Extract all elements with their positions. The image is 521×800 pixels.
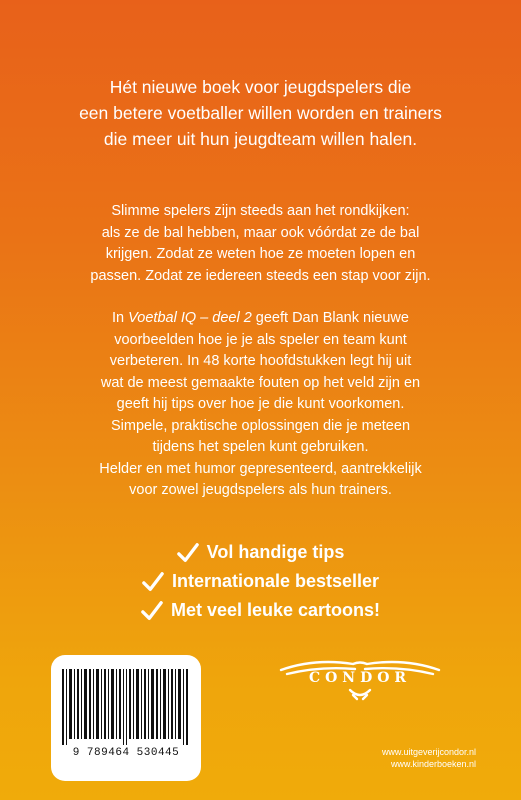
paragraph-line: geeft hij tips over hoe je die kunt voorkomen.	[116, 396, 405, 412]
paragraph-line: Slimme spelers zijn steeds aan het rondkijken:	[111, 203, 410, 219]
checklist-label: Internationale bestseller	[171, 571, 380, 591]
paragraph-line: Helder en met humor gepresenteerd, aantrekkelijk	[99, 460, 422, 477]
checklist-item	[0, 596, 521, 625]
paragraph-lookaround	[30, 201, 491, 287]
checklist-item	[0, 567, 521, 596]
paragraph-line: voorbeelden hoe je je als speler en team kunt	[114, 331, 407, 348]
paragraph-line: verbeteren. In 48 korte hoofdstukken legt hij uit	[109, 353, 412, 369]
publisher-name: CONDOR	[308, 670, 412, 686]
paragraph-line: passen. Zodat ze iedereen steeds een stap voor zijn.	[90, 267, 431, 284]
paragraph-line: als ze de bal hebben, maar ook vóórdat ze de bal	[101, 224, 420, 241]
paragraph-line: tijdens het spelen kunt gebruiken.	[152, 439, 369, 455]
barcode	[51, 655, 201, 781]
website-url[interactable]: www.kinderboeken.nl	[390, 759, 476, 769]
book-title: Voetbal IQ – deel 2	[128, 310, 252, 326]
feature-checklist	[0, 538, 521, 625]
paragraph-line: voor zowel jeugdspelers als hun trainers.	[129, 482, 392, 498]
barcode-number: 9 789464 530445	[72, 747, 180, 759]
paragraph-line: wat de meest gemaakte fouten op het veld zijn en	[100, 374, 421, 391]
intro-line: een betere voetballer willen worden en trainers	[79, 103, 442, 123]
checklist-label: Met veel leuke cartoons!	[170, 600, 381, 620]
checklist-item	[0, 538, 521, 567]
checkmark-icon	[141, 600, 163, 622]
intro-text	[20, 74, 501, 152]
paragraph-line: Simpele, praktische oplossingen die je meteen	[110, 417, 411, 434]
checkmark-icon	[177, 542, 199, 564]
publisher-logo	[275, 652, 445, 702]
intro-line: die meer uit hun jeugdteam willen halen.	[103, 129, 418, 149]
publisher-urls	[382, 746, 476, 770]
checklist-label: Vol handige tips	[206, 542, 345, 562]
paragraph-line-suffix: geeft Dan Blank nieuwe	[251, 310, 409, 326]
website-url[interactable]: www.uitgeverijcondor.nl	[381, 747, 476, 757]
paragraph-line: krijgen. Zodat ze weten hoe ze moeten lopen en	[105, 246, 416, 262]
checkmark-icon	[142, 571, 164, 593]
paragraph-line-prefix: In	[112, 310, 129, 326]
intro-line: Hét nieuwe boek voor jeugdspelers die	[109, 77, 412, 97]
barcode-bars	[62, 669, 190, 745]
paragraph-book-description	[30, 308, 491, 502]
